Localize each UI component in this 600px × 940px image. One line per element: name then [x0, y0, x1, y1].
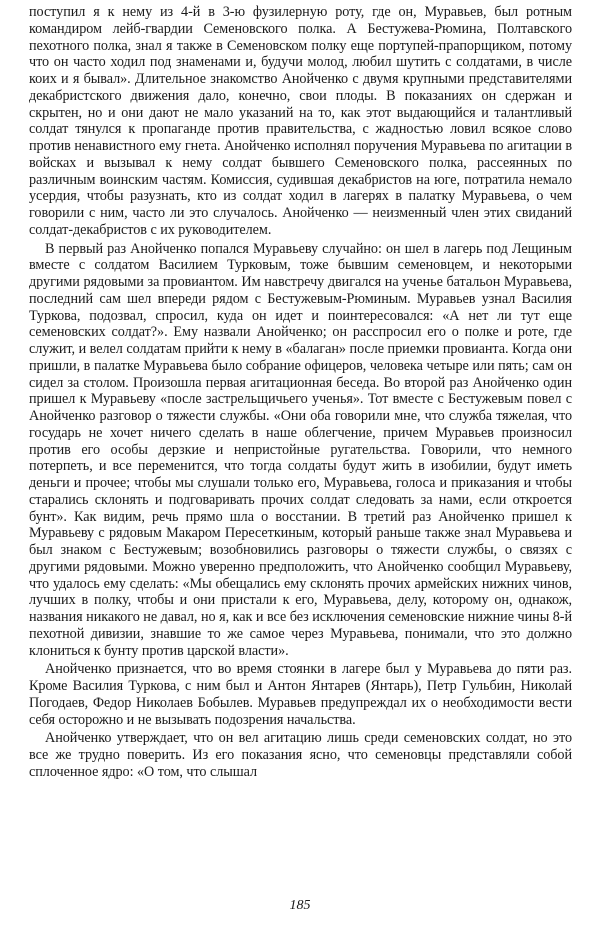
paragraph-first-meeting: В первый раз Анойченко попался Муравьеву случайно: он шел в лагерь под Лещиным вместе с солдатом Василием Турковым, тоже бывшим семеновцем, и некоторыми другими рядовыми за провиантом. Им навстречу двигался на ученье батальон Муравьева, последний сам шел впереди рядом с Бестужевым-Рюминым. Муравьев узнал Василия Туркова, подозвал, спросил, куда он идет и поинтересовался: «А нет ли тут еще семеновских солдат?». Ему назвали Анойченко; он расспросил его о полке и роте, где служит, и велел солдатам прийти к нему в «балаган» после приемки провианта. Когда они пришли, в палатке Муравьева было собрание офицеров, человека четыре или пять; сам он сидел за столом. Произошла первая агитационная беседа. Во второй раз Анойченко один пришел к Муравьеву «после застрельщичьего ученья». Тот вместе с Бестужевым повел с Анойченко разговор о тяжести службы. «Они оба говорили мне, что служба тяжелая, что государь не хочет ничего сделать в наше облегчение, причем Муравьев произносил против его особы дерзкие и непристойные ругательства. Говорили, что немного потерпеть, и все переменится, что тогда солдаты будут жить в изобилии, будут иметь деньги и прочее; чтобы мы слушали только его, Муравьева, голоса и приказания и чтобы старались склонять и подговаривать прочих солдат следовать за нами, если откроется бунт». Как видим, речь прямо шла о восстании. В третий раз Анойченко пришел к Муравьеву с рядовым Макаром Пересеткиным, который раньше также знал Муравьева и был знаком с Бестужевым; возобновились разговоры о тяжести службы, о связях с другими рядовыми. Можно уверенно предположить, что Анойченко сообщил Муравьеву, что удалось ему сделать: «Мы обещались ему склонять прочих армейских нижних чинов, лучших в полку, чтобы и они пристали к его, Муравьева, делу, которому он, однакож, названия никакого не давал, но я, как и все без исключения семеновские нижние чины 8-й пехотной дивизии, знавшие то же самое через Муравьева, понимали, что это должно клониться к бунту против царской власти». — [29, 240, 572, 659]
page-number: 185 — [289, 898, 311, 913]
paragraph-agitation: Анойченко утверждает, что он вел агитацию лишь среди семеновских солдат, но это все же трудно поверить. Из его показания ясно, что семеновцы представляли собой сплоченное ядро: «О том, что слышал — [29, 730, 572, 780]
paragraph-camp-visits: Анойченко признается, что во время стоянки в лагере был у Муравьева до пяти раз. Кроме Василия Туркова, с ним был и Антон Янтарев (Янтарь), Петр Гульбин, Николай Погодаев, Федор Николаев Бобылев. Муравьев предупреждал их о необходимости вести себя осторожно и не вызывать подозрения начальства. — [29, 661, 572, 728]
paragraph-continuation: поступил я к нему из 4-й в 3-ю фузилерную роту, где он, Муравьев, был ротным командиром лейб-гвардии Семеновского полка. А Бестужева-Рюмина, Полтавского пехотного полка, знал я также в Семеновском полку еще портупей-прапорщиком, потому что он часто ходил под знаменами и, будучи молод, любил шутить с солдатами, в числе коих и я бывал». Длительное знакомство Анойченко с двумя крупными представителями декабристского движения дало, конечно, свои плоды. В показаниях он сдержан и скрытен, но и они дают не мало указаний на то, как этот выдающийся и талантливый солдат тянулся к пропаганде против правительства, с жадностью ловил всякое слово против ненавистного ему гнета. Анойченко исполнял поручения Муравьева по агитации в войсках и вызывал к нему солдат бывшего Семеновского полка, рассеянных по различным воинским частям. Комиссия, судившая декабристов на юге, потратила немало усердия, чтобы разузнать, кто из солдат ходил в лагерях в палатку Муравьева, о чем говорили с ним, часто ли это случалось. Анойченко — неизменный член этих свиданий солдат-декабристов с их руководителем. — [29, 4, 572, 238]
